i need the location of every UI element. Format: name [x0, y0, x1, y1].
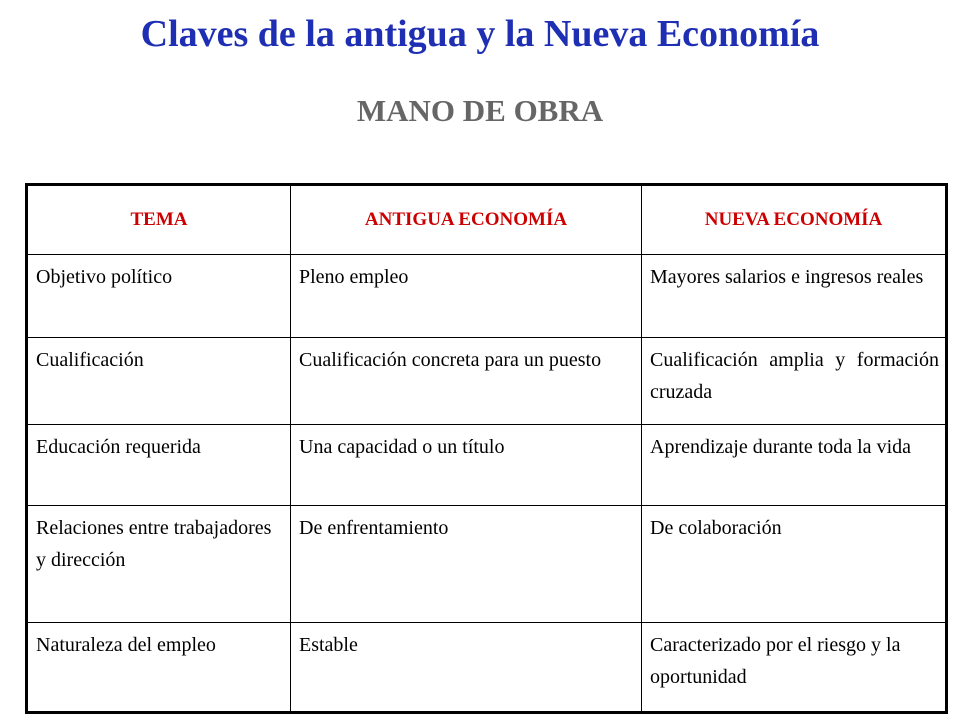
table-cell-tema: Relaciones entre trabajadores y dirección — [27, 506, 291, 623]
table-row — [27, 338, 947, 425]
table-cell-tema: Educación requerida — [27, 425, 291, 506]
table-cell-antigua: De enfrentamiento — [291, 506, 642, 623]
table-cell-nueva: Cualificación amplia y formación cruzada — [642, 338, 947, 425]
table-cell-nueva: De colaboración — [642, 506, 947, 623]
table-row — [27, 506, 947, 623]
table-row — [27, 623, 947, 713]
table-cell-tema: Objetivo político — [27, 255, 291, 338]
table-cell-antigua: Una capacidad o un título — [291, 425, 642, 506]
table-cell-antigua: Pleno empleo — [291, 255, 642, 338]
comparison-table — [25, 183, 948, 714]
slide-subtitle: MANO DE OBRA — [356, 93, 604, 128]
table-cell-tema: Cualificación — [27, 338, 291, 425]
table-cell-nueva: Caracterizado por el riesgo y la oportunidad — [642, 623, 947, 713]
table-row — [27, 255, 947, 338]
table-cell-antigua: Estable — [291, 623, 642, 713]
table-row — [27, 425, 947, 506]
table-cell-nueva: Aprendizaje durante toda la vida — [642, 425, 947, 506]
header-tema: TEMA — [27, 185, 291, 255]
slide-title: Claves de la antigua y la Nueva Economía — [140, 13, 820, 55]
header-antigua-economia: ANTIGUA ECONOMÍA — [291, 185, 642, 255]
table-cell-tema: Naturaleza del empleo — [27, 623, 291, 713]
table-header-row — [27, 185, 947, 255]
table-cell-antigua: Cualificación concreta para un puesto — [291, 338, 642, 425]
table-cell-nueva: Mayores salarios e ingresos reales — [642, 255, 947, 338]
header-nueva-economia: NUEVA ECONOMÍA — [642, 185, 947, 255]
